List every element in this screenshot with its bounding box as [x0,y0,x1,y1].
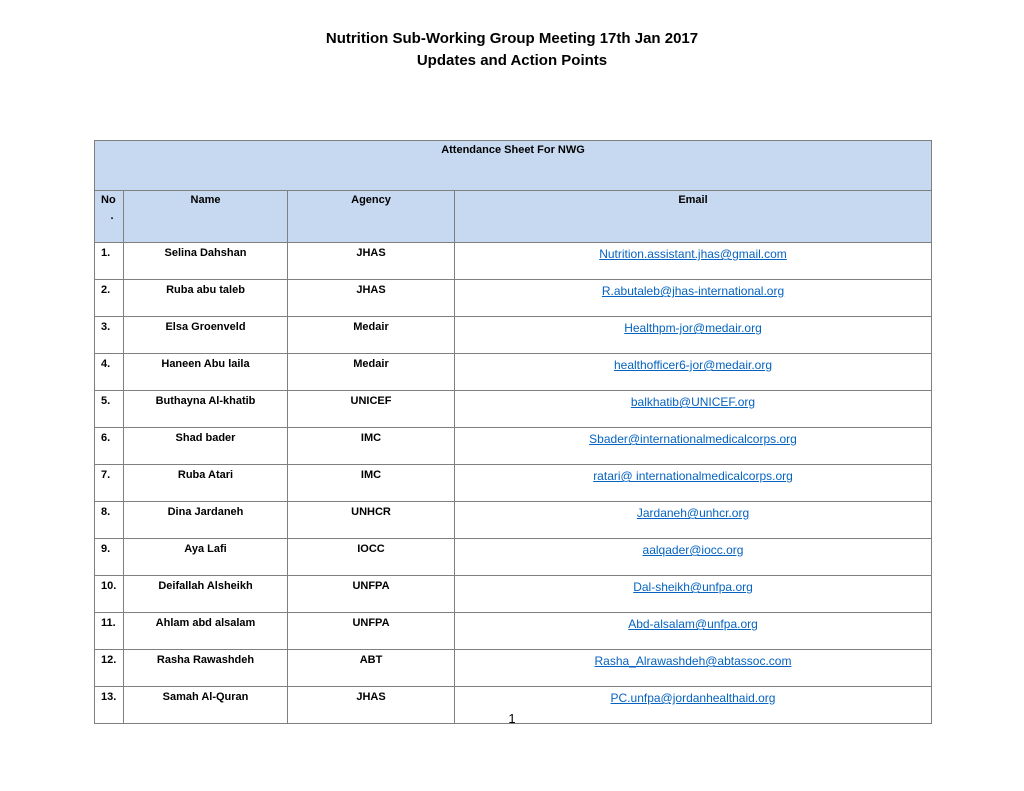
column-header-name: Name [124,191,288,243]
table-header-row [95,191,932,243]
row-number: 2. [95,280,124,317]
table-caption: Attendance Sheet For NWG [95,141,932,191]
title-line-2: Updates and Action Points [416,52,608,69]
attendee-agency: JHAS [288,687,455,724]
attendee-agency: UNHCR [288,502,455,539]
table-body [95,243,932,724]
table-caption-row [95,141,932,191]
email-link[interactable]: Dal-sheikh@unfpa.org [633,580,753,594]
table-row [95,428,932,465]
table-row [95,502,932,539]
attendee-name: Rasha Rawashdeh [124,650,288,687]
attendee-name: Aya Lafi [124,539,288,576]
email-link[interactable]: Healthpm-jor@medair.org [624,321,762,335]
title-line-1: Nutrition Sub-Working Group Meeting 17th Jan 2017 [325,30,699,47]
row-number: 9. [95,539,124,576]
attendee-email-cell [455,576,932,613]
table-row [95,243,932,280]
row-number: 1. [95,243,124,280]
table-row [95,576,932,613]
table-row [95,539,932,576]
table-row [95,317,932,354]
attendee-email-cell [455,465,932,502]
attendee-name: Elsa Groenveld [124,317,288,354]
email-link[interactable]: Sbader@internationalmedicalcorps.org [589,432,797,446]
row-number: 7. [95,465,124,502]
table-row [95,280,932,317]
column-header-agency: Agency [288,191,455,243]
row-number: 4. [95,354,124,391]
attendee-email-cell [455,613,932,650]
email-link[interactable]: ratari@ internationalmedicalcorps.org [593,469,793,483]
column-header-no [95,191,124,243]
attendee-name: Ruba abu taleb [124,280,288,317]
attendee-email-cell [455,354,932,391]
email-link[interactable]: aalqader@iocc.org [642,543,744,557]
attendee-name: Selina Dahshan [124,243,288,280]
attendee-agency: IOCC [288,539,455,576]
table-row [95,391,932,428]
attendee-email-cell [455,502,932,539]
row-number: 13. [95,687,124,724]
row-number: 10. [95,576,124,613]
attendee-name: Samah Al-Quran [124,687,288,724]
attendee-email-cell [455,280,932,317]
table-row [95,465,932,502]
attendee-agency: Medair [288,317,455,354]
attendee-email-cell [455,428,932,465]
table-row [95,613,932,650]
table-row [95,354,932,391]
row-number: 3. [95,317,124,354]
row-number: 11. [95,613,124,650]
row-number: 12. [95,650,124,687]
attendee-name: Buthayna Al-khatib [124,391,288,428]
column-header-no-label: No [101,194,116,206]
attendee-agency: JHAS [288,243,455,280]
attendee-email-cell [455,391,932,428]
row-number: 6. [95,428,124,465]
row-number: 8. [95,502,124,539]
table-row [95,650,932,687]
attendee-agency: UNFPA [288,576,455,613]
email-link[interactable]: healthofficer6-jor@medair.org [613,358,773,372]
email-link[interactable]: Abd-alsalam@unfpa.org [628,617,758,631]
attendee-agency: UNFPA [288,613,455,650]
document-title [0,28,1024,72]
email-link[interactable]: PC.unfpa@jordanhealthaid.org [610,691,776,705]
page-number: 1 [508,711,516,726]
attendee-email-cell [455,243,932,280]
attendee-email-cell [455,317,932,354]
email-link[interactable]: balkhatib@UNICEF.org [630,395,756,409]
attendee-agency: IMC [288,465,455,502]
column-header-no-dot: . [110,210,114,222]
attendee-agency: IMC [288,428,455,465]
attendee-name: Haneen Abu laila [124,354,288,391]
column-header-email: Email [455,191,932,243]
email-link[interactable]: R.abutaleb@jhas-international.org [601,284,785,298]
attendee-agency: ABT [288,650,455,687]
email-link[interactable]: Rasha_Alrawashdeh@abtassoc.com [594,654,792,668]
attendee-agency: Medair [288,354,455,391]
attendee-agency: UNICEF [288,391,455,428]
attendee-name: Shad bader [124,428,288,465]
attendee-email-cell [455,539,932,576]
attendee-name: Dina Jardaneh [124,502,288,539]
attendee-agency: JHAS [288,280,455,317]
email-link[interactable]: Jardaneh@unhcr.org [636,506,750,520]
attendee-name: Deifallah Alsheikh [124,576,288,613]
attendee-email-cell [455,650,932,687]
attendee-name: Ruba Atari [124,465,288,502]
attendance-table [94,140,932,724]
attendee-name: Ahlam abd alsalam [124,613,288,650]
row-number: 5. [95,391,124,428]
email-link[interactable]: Nutrition.assistant.jhas@gmail.com [599,247,787,261]
